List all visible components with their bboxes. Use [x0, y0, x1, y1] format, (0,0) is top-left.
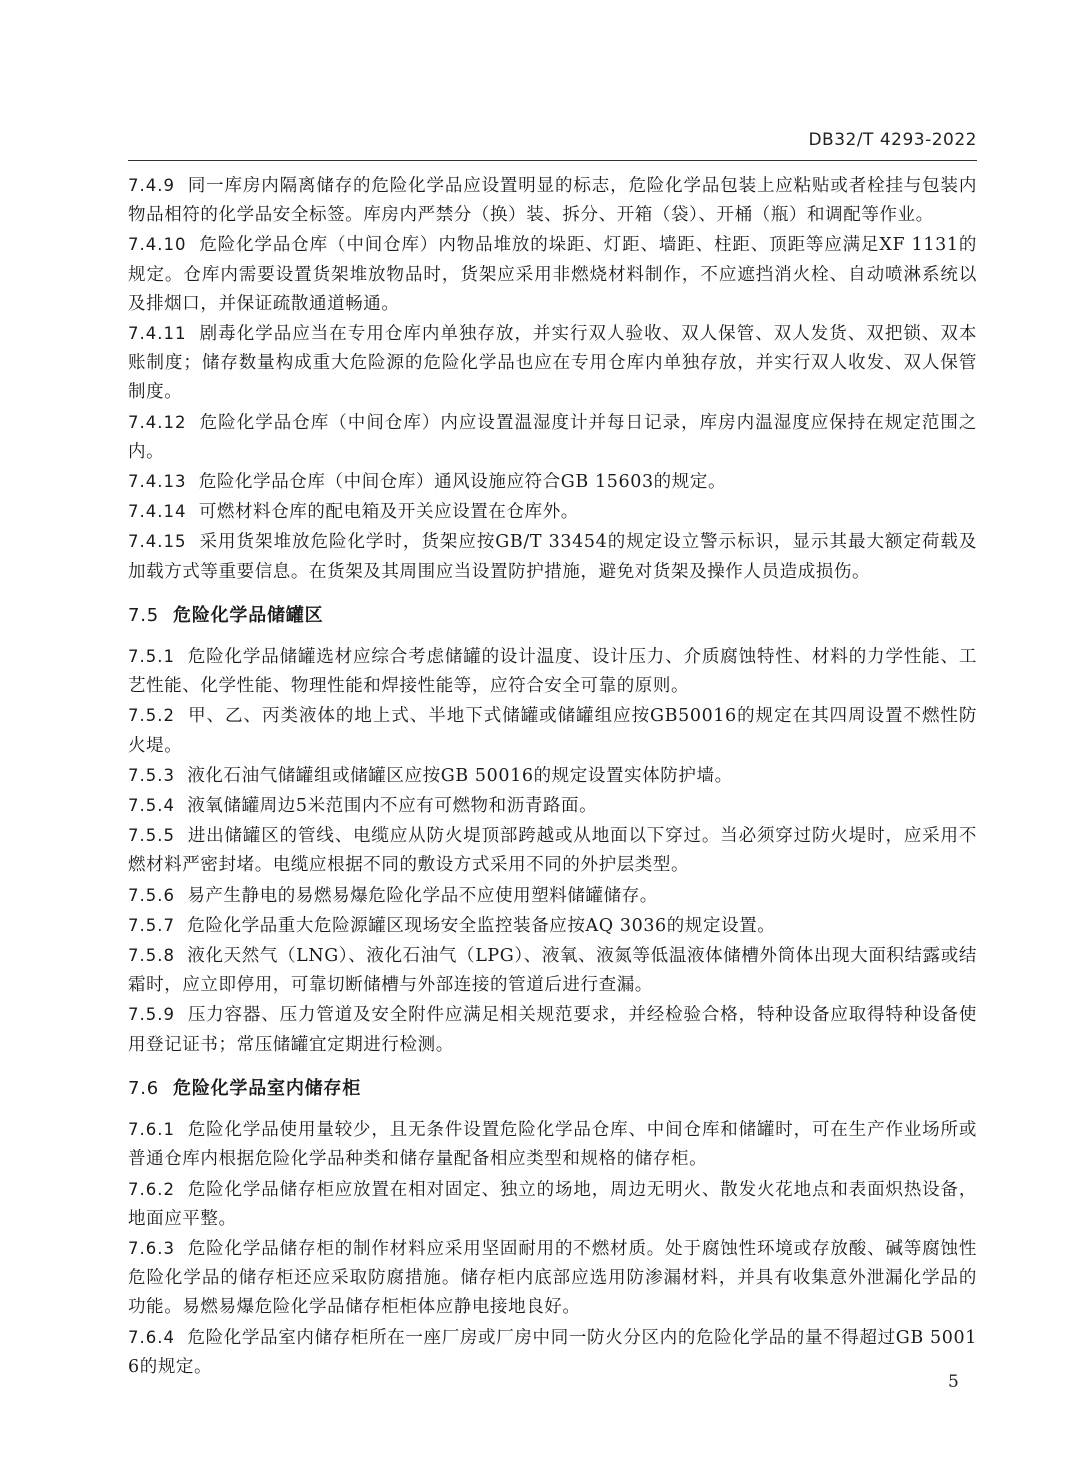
- clause-text: 危险化学品储存柜应放置在相对固定、独立的场地，周边无明火、散发火花地点和表面炽热设备，地面应平整。: [128, 1179, 977, 1229]
- section-7-6: [128, 1074, 977, 1382]
- clause-text: 危险化学品仓库（中间仓库）内应设置温湿度计并每日记录，库房内温湿度应保持在规定范围之内。: [128, 412, 978, 462]
- clause-7-5-2: [128, 701, 977, 760]
- clause-text: 采用货架堆放危险化学时，货架应按GB/T 33454的规定设立警示标识，显示其最大额定荷载及加载方式等重要信息。在货架及其周围应当设置防护措施，避免对货架及操作人员造成损伤。: [128, 532, 977, 582]
- clause-text: 剧毒化学品应当在专用仓库内单独存放，并实行双人验收、双人保管、双人发货、双把锁、双本账制度；储存数量构成重大危险源的危险化学品也应在专用仓库内单独存放，并实行双人收发、双人保管制度。: [128, 324, 978, 403]
- clause-number: 7.6.3: [128, 1238, 175, 1258]
- document-body: [128, 171, 977, 1382]
- section-title: 危险化学品储罐区: [173, 604, 324, 626]
- section-number: 7.5: [128, 604, 160, 626]
- clause-number: 7.5.3: [128, 765, 175, 785]
- clause-text: 危险化学品重大危险源罐区现场安全监控装备应按AQ 3036的规定设置。: [187, 915, 776, 936]
- clause-text: 易产生静电的易燃易爆危险化学品不应使用塑料储罐储存。: [187, 885, 658, 906]
- clause-7-5-3: [128, 761, 977, 791]
- section-7-4-continued: [128, 171, 977, 587]
- clause-number: 7.4.11: [128, 324, 187, 344]
- section-heading: [128, 601, 977, 630]
- clause-number: 7.5.8: [128, 946, 175, 966]
- clause-7-4-15: [128, 527, 977, 586]
- clause-7-4-11: [128, 319, 977, 408]
- clause-text: 液化天然气（LNG）、液化石油气（LPG）、液氧、液氮等低温液体储槽外筒体出现大面积结露或结霜时，应立即停用，可靠切断储槽与外部连接的管道后进行查漏。: [128, 946, 977, 996]
- clause-7-5-9: [128, 1000, 977, 1059]
- clause-7-4-13: [128, 467, 977, 497]
- clause-number: 7.5.6: [128, 885, 175, 905]
- section-number: 7.6: [128, 1077, 160, 1099]
- document-code: DB32/T 4293-2022: [808, 130, 977, 150]
- clause-text: 危险化学品室内储存柜所在一座厂房或厂房中同一防火分区内的危险化学品的量不得超过GB 50016的规定。: [128, 1327, 977, 1377]
- clause-7-4-14: [128, 497, 977, 527]
- clause-7-4-10: [128, 230, 977, 319]
- clause-text: 危险化学品仓库（中间仓库）通风设施应符合GB 15603的规定。: [198, 472, 727, 493]
- clause-number: 7.4.14: [128, 502, 187, 522]
- section-7-5: [128, 601, 977, 1060]
- clause-text: 危险化学品使用量较少，且无条件设置危险化学品仓库、中间仓库和储罐时，可在生产作业场所或普通仓库内根据危险化学品种类和储存量配备相应类型和规格的储存柜。: [128, 1120, 977, 1170]
- clause-number: 7.5.7: [128, 915, 175, 935]
- clause-number: 7.4.9: [128, 176, 175, 195]
- clause-7-4-9: [128, 171, 977, 230]
- section-title: 危险化学品室内储存柜: [173, 1077, 362, 1099]
- clause-text: 同一库房内隔离储存的危险化学品应设置明显的标志，危险化学品包装上应粘贴或者栓挂与包装内物品相符的化学品安全标签。库房内严禁分（换）装、拆分、开箱（袋）、开桶（瓶）和调配等作业。: [128, 176, 977, 226]
- clause-text: 危险化学品储罐选材应综合考虑储罐的设计温度、设计压力、介质腐蚀特性、材料的力学性能、工艺性能、化学性能、物理性能和焊接性能等，应符合安全可靠的原则。: [128, 647, 977, 697]
- clause-7-6-4: [128, 1323, 977, 1382]
- clause-7-5-7: [128, 911, 977, 941]
- clause-text: 危险化学品储存柜的制作材料应采用坚固耐用的不燃材质。处于腐蚀性环境或存放酸、碱等腐蚀性危险化学品的储存柜还应采取防腐措施。储存柜内底部应选用防渗漏材料，并具有收集意外泄漏化学品的功能。易燃易爆危险化学品储存柜柜体应静电接地良好。: [128, 1238, 977, 1318]
- clause-text: 进出储罐区的管线、电缆应从防火堤顶部跨越或从地面以下穿过。当必须穿过防火堤时，应采用不燃材料严密封堵。电缆应根据不同的敷设方式采用不同的外护层类型。: [128, 826, 977, 876]
- clause-number: 7.4.15: [128, 532, 187, 552]
- clause-number: 7.6.1: [128, 1120, 175, 1140]
- page-number: 5: [948, 1372, 959, 1392]
- clause-text: 液氧储罐周边5米范围内不应有可燃物和沥青路面。: [187, 796, 598, 817]
- header-rule: [128, 160, 977, 161]
- clause-number: 7.4.10: [128, 235, 187, 255]
- clause-7-5-4: [128, 791, 977, 821]
- clause-text: 压力容器、压力管道及安全附件应满足相关规范要求，并经检验合格，特种设备应取得特种设备使用登记证书；常压储罐宜定期进行检测。: [128, 1005, 977, 1055]
- clause-7-5-1: [128, 642, 977, 701]
- clause-number: 7.6.4: [128, 1327, 175, 1347]
- clause-number: 7.5.1: [128, 647, 175, 667]
- clause-number: 7.5.2: [128, 706, 175, 726]
- clause-number: 7.4.13: [128, 472, 187, 492]
- clause-text: 液化石油气储罐组或储罐区应按GB 50016的规定设置实体防护墙。: [187, 765, 733, 786]
- clause-7-5-5: [128, 821, 977, 880]
- clause-7-5-6: [128, 881, 977, 911]
- clause-text: 可燃材料仓库的配电箱及开关应设置在仓库外。: [198, 502, 579, 523]
- clause-number: 7.6.2: [128, 1179, 175, 1199]
- clause-7-5-8: [128, 941, 977, 1000]
- clause-text: 危险化学品仓库（中间仓库）内物品堆放的垛距、灯距、墙距、柱距、顶距等应满足XF 1131的规定。仓库内需要设置货架堆放物品时，货架应采用非燃烧材料制作，不应遮挡消火栓、自动喷淋系统以及排烟口，并保证疏散通道畅通。: [128, 235, 977, 314]
- clause-7-4-12: [128, 408, 977, 467]
- clause-text: 甲、乙、丙类液体的地上式、半地下式储罐或储罐组应按GB50016的规定在其四周设置不燃性防火堤。: [128, 706, 977, 756]
- clause-7-6-1: [128, 1115, 977, 1174]
- clause-7-6-2: [128, 1175, 977, 1234]
- clause-number: 7.5.4: [128, 796, 175, 816]
- clause-number: 7.4.12: [128, 412, 187, 432]
- section-heading: [128, 1074, 977, 1103]
- clause-number: 7.5.5: [128, 826, 175, 846]
- clause-7-6-3: [128, 1234, 977, 1323]
- clause-number: 7.5.9: [128, 1005, 175, 1025]
